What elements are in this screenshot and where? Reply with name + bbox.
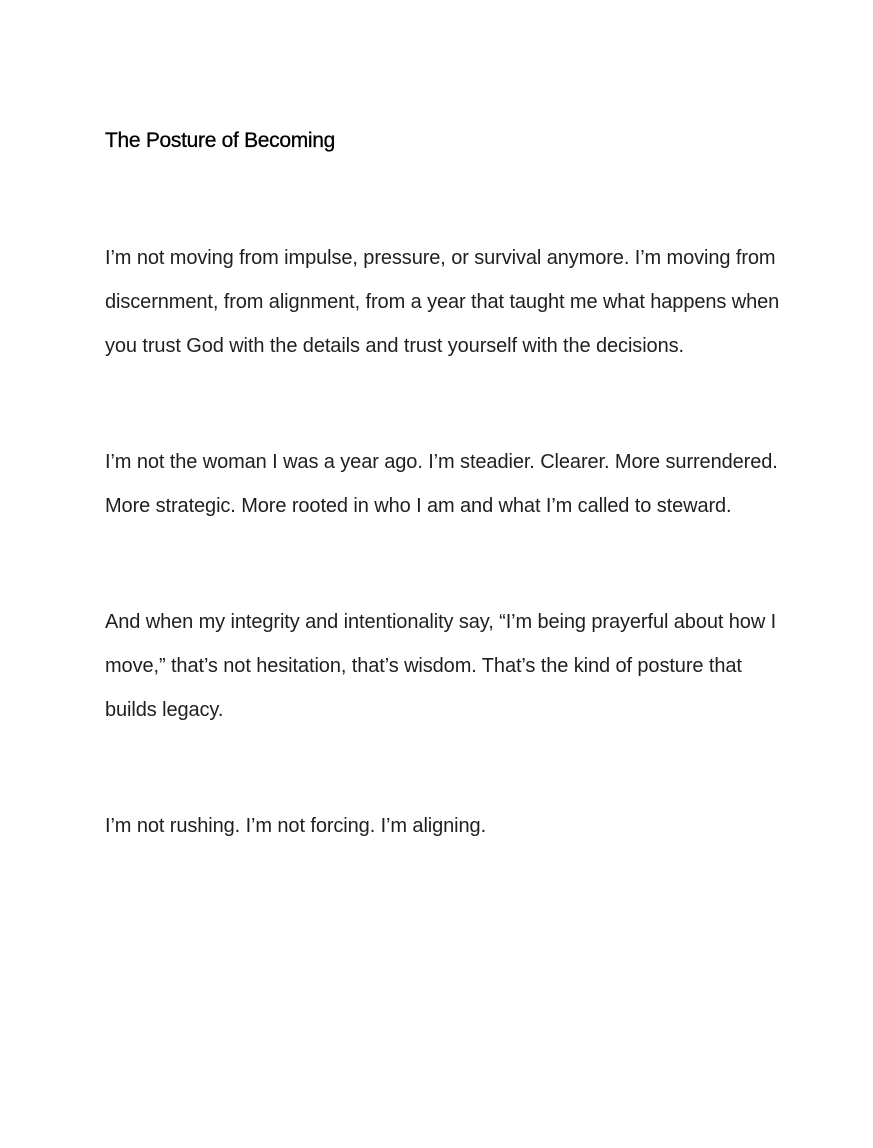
paragraph-2: I’m not the woman I was a year ago. I’m steadier. Clearer. More surrendered. More strategic. More rooted in who I am and what I’m called to steward. <box>105 451 778 517</box>
paragraph-3: And when my integrity and intentionality say, “I’m being prayerful about how I move,” that’s not hesitation, that’s wisdom. That’s the kind of posture that builds legacy. <box>105 611 777 721</box>
paragraph-1: I’m not moving from impulse, pressure, or survival anymore. I’m moving from discernment, from alignment, from a year that taught me what happens when you trust God with the details and trust yourself with the decisions. <box>105 247 780 357</box>
document-title: The Posture of Becoming <box>105 129 336 152</box>
paragraph-4: I’m not rushing. I’m not forcing. I’m aligning. <box>105 815 487 837</box>
document-body <box>105 126 795 848</box>
